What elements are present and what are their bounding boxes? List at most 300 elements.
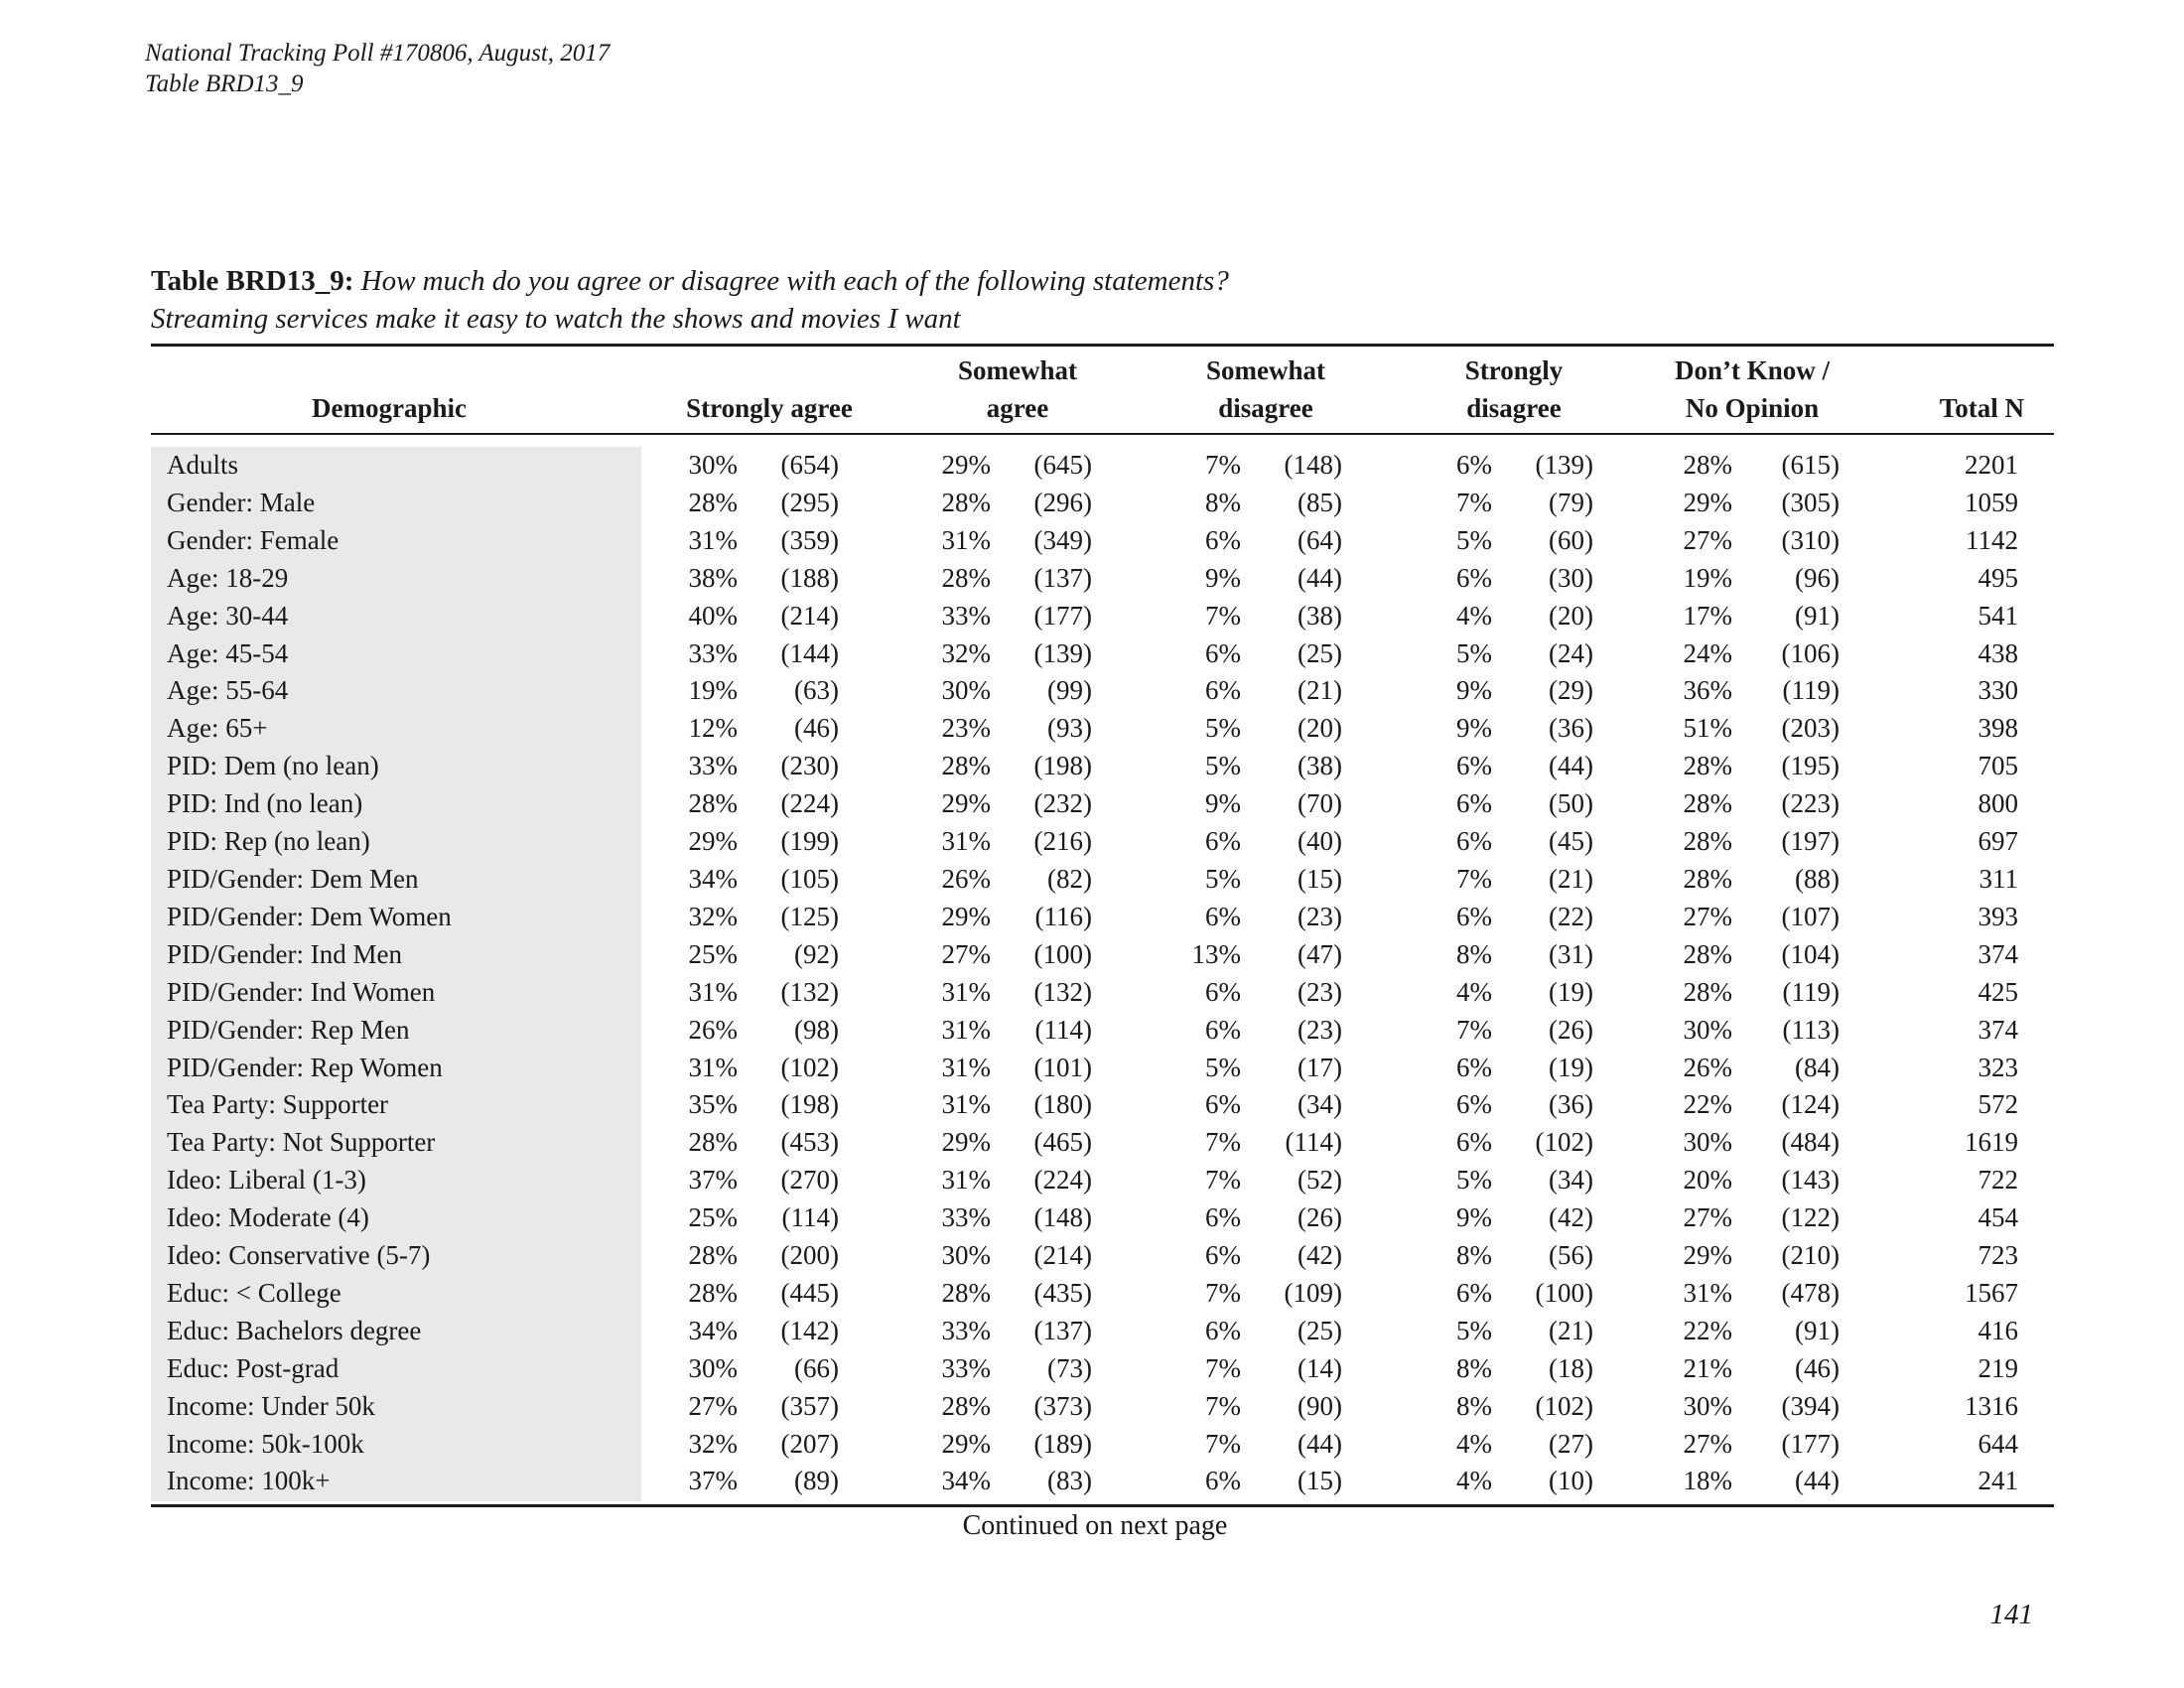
strongly-disagree-count: (100) <box>1535 1277 1593 1308</box>
row-end-spacer <box>2018 485 2054 522</box>
row-demographic: PID/Gender: Ind Men <box>167 938 402 969</box>
strongly-agree-pct: 30% <box>688 1352 738 1383</box>
strongly-agree-pct: 38% <box>688 562 738 593</box>
header-somewhat-disagree: Somewhat disagree <box>1206 355 1325 423</box>
somewhat-disagree-pct: 5% <box>1205 1052 1241 1082</box>
row-end-spacer <box>2018 974 2054 1012</box>
strongly-disagree-count: (21) <box>1549 1315 1593 1345</box>
row-end-spacer <box>2018 1199 2054 1237</box>
dont-know-pct: 51% <box>1683 713 1732 744</box>
strongly-disagree-pct: 6% <box>1456 450 1492 480</box>
somewhat-disagree-count: (34) <box>1297 1089 1342 1120</box>
somewhat-disagree-pct: 6% <box>1205 1202 1241 1233</box>
somewhat-disagree-count: (44) <box>1297 562 1342 593</box>
dont-know-count: (104) <box>1781 938 1840 969</box>
row-demographic: Educ: < College <box>167 1277 341 1308</box>
somewhat-disagree-count: (90) <box>1297 1390 1342 1421</box>
strongly-disagree-pct: 6% <box>1456 1127 1492 1158</box>
strongly-disagree-pct: 5% <box>1456 1315 1492 1345</box>
running-head-title: National Tracking Poll #170806, August, 2017 <box>145 40 611 67</box>
strongly-agree-count: (125) <box>780 901 839 931</box>
strongly-disagree-count: (56) <box>1549 1240 1593 1271</box>
dont-know-count: (96) <box>1795 562 1840 593</box>
strongly-agree-pct: 32% <box>688 901 738 931</box>
strongly-disagree-count: (27) <box>1549 1428 1593 1459</box>
somewhat-disagree-count: (52) <box>1297 1165 1342 1196</box>
table-row <box>151 598 2054 635</box>
somewhat-disagree-pct: 6% <box>1205 1014 1241 1045</box>
dont-know-count: (478) <box>1781 1277 1840 1308</box>
strongly-disagree-pct: 4% <box>1456 1466 1492 1496</box>
somewhat-disagree-count: (44) <box>1297 1428 1342 1459</box>
somewhat-agree-count: (139) <box>1033 637 1092 668</box>
table-row <box>151 1388 2054 1426</box>
somewhat-agree-pct: 33% <box>941 1315 991 1345</box>
row-end-spacer <box>2018 1086 2054 1124</box>
strongly-disagree-pct: 6% <box>1456 562 1492 593</box>
dont-know-pct: 26% <box>1683 1052 1732 1082</box>
dont-know-count: (91) <box>1795 600 1840 631</box>
strongly-agree-pct: 37% <box>688 1165 738 1196</box>
continued-note: Continued on next page <box>962 1510 1228 1541</box>
row-end-spacer <box>2018 1463 2054 1500</box>
crosstab-table <box>151 447 2054 1500</box>
strongly-agree-pct: 30% <box>688 450 738 480</box>
total-n-value: 425 <box>1978 976 2018 1007</box>
strongly-agree-pct: 28% <box>688 1127 738 1158</box>
somewhat-agree-pct: 31% <box>941 1052 991 1082</box>
dont-know-count: (203) <box>1781 713 1840 744</box>
header-total-n: Total N <box>1939 393 2024 423</box>
strongly-disagree-pct: 4% <box>1456 1428 1492 1459</box>
row-end-spacer <box>2018 522 2054 560</box>
somewhat-agree-count: (232) <box>1033 788 1092 819</box>
table-caption <box>151 262 1229 338</box>
somewhat-agree-count: (132) <box>1033 976 1092 1007</box>
row-end-spacer <box>2018 823 2054 861</box>
row-demographic: Adults <box>167 450 239 480</box>
dont-know-count: (119) <box>1782 976 1840 1007</box>
strongly-disagree-pct: 9% <box>1456 713 1492 744</box>
strongly-agree-pct: 37% <box>688 1466 738 1496</box>
total-n-value: 697 <box>1978 826 2018 857</box>
table-row <box>151 936 2054 974</box>
strongly-agree-count: (224) <box>780 788 839 819</box>
row-demographic: PID/Gender: Ind Women <box>167 976 436 1007</box>
strongly-disagree-pct: 6% <box>1456 826 1492 857</box>
caption-label: Table BRD13_9: <box>151 265 354 297</box>
dont-know-pct: 19% <box>1683 562 1732 593</box>
strongly-disagree-pct: 6% <box>1456 788 1492 819</box>
dont-know-count: (310) <box>1781 524 1840 555</box>
somewhat-agree-count: (465) <box>1033 1127 1092 1158</box>
dont-know-count: (394) <box>1781 1390 1840 1421</box>
somewhat-disagree-count: (17) <box>1297 1052 1342 1082</box>
strongly-disagree-pct: 6% <box>1456 901 1492 931</box>
strongly-agree-count: (132) <box>780 976 839 1007</box>
somewhat-disagree-pct: 7% <box>1205 1352 1241 1383</box>
somewhat-agree-pct: 30% <box>941 675 991 706</box>
strongly-agree-count: (142) <box>780 1315 839 1345</box>
somewhat-agree-count: (373) <box>1033 1390 1092 1421</box>
somewhat-agree-count: (137) <box>1033 1315 1092 1345</box>
somewhat-disagree-count: (109) <box>1284 1277 1342 1308</box>
strongly-disagree-count: (79) <box>1549 487 1593 517</box>
strongly-agree-count: (200) <box>780 1240 839 1271</box>
dont-know-count: (91) <box>1795 1315 1840 1345</box>
dont-know-count: (124) <box>1781 1089 1840 1120</box>
dont-know-pct: 28% <box>1683 863 1732 894</box>
row-end-spacer <box>2018 1237 2054 1275</box>
total-n-value: 644 <box>1978 1428 2018 1459</box>
strongly-agree-count: (214) <box>780 600 839 631</box>
somewhat-disagree-pct: 6% <box>1205 1240 1241 1271</box>
dont-know-pct: 27% <box>1683 901 1732 931</box>
somewhat-disagree-pct: 7% <box>1205 1277 1241 1308</box>
somewhat-disagree-pct: 9% <box>1205 788 1241 819</box>
strongly-disagree-pct: 8% <box>1456 938 1492 969</box>
somewhat-disagree-pct: 6% <box>1205 1315 1241 1345</box>
strongly-disagree-pct: 8% <box>1456 1390 1492 1421</box>
somewhat-disagree-pct: 6% <box>1205 637 1241 668</box>
dont-know-count: (177) <box>1781 1428 1840 1459</box>
total-n-value: 1142 <box>1966 524 2018 555</box>
row-demographic: Age: 45-54 <box>167 637 289 668</box>
strongly-disagree-count: (44) <box>1549 751 1593 781</box>
somewhat-agree-pct: 34% <box>941 1466 991 1496</box>
somewhat-agree-count: (101) <box>1033 1052 1092 1082</box>
strongly-disagree-pct: 9% <box>1456 1202 1492 1233</box>
somewhat-disagree-count: (64) <box>1297 524 1342 555</box>
strongly-disagree-pct: 7% <box>1456 1014 1492 1045</box>
total-n-value: 1567 <box>1965 1277 2018 1308</box>
somewhat-agree-count: (645) <box>1033 450 1092 480</box>
somewhat-agree-count: (224) <box>1033 1165 1092 1196</box>
dont-know-count: (44) <box>1795 1466 1840 1496</box>
somewhat-agree-pct: 27% <box>941 938 991 969</box>
somewhat-disagree-pct: 5% <box>1205 751 1241 781</box>
strongly-agree-pct: 40% <box>688 600 738 631</box>
somewhat-disagree-count: (15) <box>1297 1466 1342 1496</box>
row-end-spacer <box>2018 1388 2054 1426</box>
somewhat-disagree-pct: 6% <box>1205 901 1241 931</box>
strongly-agree-pct: 28% <box>688 487 738 517</box>
somewhat-agree-pct: 31% <box>941 826 991 857</box>
dont-know-count: (197) <box>1781 826 1840 857</box>
total-n-value: 723 <box>1978 1240 2018 1271</box>
table-row <box>151 1350 2054 1388</box>
strongly-agree-count: (89) <box>794 1466 839 1496</box>
row-end-spacer <box>2018 1275 2054 1313</box>
strongly-agree-count: (295) <box>780 487 839 517</box>
row-demographic: PID: Ind (no lean) <box>167 788 363 819</box>
dont-know-count: (84) <box>1795 1052 1840 1082</box>
table-row <box>151 1050 2054 1087</box>
row-demographic: Gender: Male <box>167 487 316 517</box>
dont-know-pct: 30% <box>1683 1127 1732 1158</box>
total-n-value: 398 <box>1978 713 2018 744</box>
strongly-agree-pct: 26% <box>688 1014 738 1045</box>
somewhat-disagree-count: (40) <box>1297 826 1342 857</box>
total-n-value: 1059 <box>1965 487 2018 517</box>
somewhat-agree-count: (100) <box>1033 938 1092 969</box>
table-row <box>151 823 2054 861</box>
somewhat-agree-pct: 29% <box>941 1127 991 1158</box>
strongly-agree-count: (199) <box>780 826 839 857</box>
strongly-agree-pct: 31% <box>688 1052 738 1082</box>
somewhat-agree-pct: 28% <box>941 1277 991 1308</box>
strongly-agree-count: (92) <box>794 938 839 969</box>
table-row <box>151 1199 2054 1237</box>
dont-know-count: (122) <box>1781 1202 1840 1233</box>
table-row <box>151 1237 2054 1275</box>
table-row <box>151 785 2054 823</box>
somewhat-agree-pct: 33% <box>941 1352 991 1383</box>
dont-know-pct: 29% <box>1683 487 1732 517</box>
dont-know-pct: 20% <box>1683 1165 1732 1196</box>
strongly-disagree-pct: 4% <box>1456 600 1492 631</box>
strongly-agree-pct: 28% <box>688 1240 738 1271</box>
strongly-agree-count: (105) <box>780 863 839 894</box>
row-demographic: Age: 18-29 <box>167 562 289 593</box>
somewhat-agree-pct: 33% <box>941 600 991 631</box>
running-head-table-id: Table BRD13_9 <box>145 70 304 97</box>
dont-know-count: (223) <box>1781 788 1840 819</box>
strongly-disagree-count: (34) <box>1549 1165 1593 1196</box>
strongly-disagree-pct: 8% <box>1456 1240 1492 1271</box>
somewhat-disagree-count: (14) <box>1297 1352 1342 1383</box>
total-n-value: 2201 <box>1965 450 2018 480</box>
header-strongly-agree: Strongly agree <box>686 393 853 423</box>
table-row <box>151 672 2054 710</box>
somewhat-agree-count: (83) <box>1047 1466 1092 1496</box>
total-n-value: 219 <box>1978 1352 2018 1383</box>
somewhat-agree-count: (435) <box>1033 1277 1092 1308</box>
total-n-value: 438 <box>1978 637 2018 668</box>
table-row <box>151 1275 2054 1313</box>
running-head <box>145 38 610 99</box>
somewhat-agree-count: (116) <box>1034 901 1092 931</box>
row-demographic: Income: 100k+ <box>167 1466 331 1496</box>
table-row <box>151 1124 2054 1162</box>
row-demographic: Income: Under 50k <box>167 1390 375 1421</box>
row-demographic: Educ: Bachelors degree <box>167 1315 422 1345</box>
row-end-spacer <box>2018 785 2054 823</box>
row-demographic: Income: 50k-100k <box>167 1428 364 1459</box>
somewhat-agree-count: (93) <box>1047 713 1092 744</box>
table-row <box>151 560 2054 598</box>
somewhat-agree-count: (99) <box>1047 675 1092 706</box>
somewhat-agree-count: (73) <box>1047 1352 1092 1383</box>
strongly-agree-pct: 12% <box>688 713 738 744</box>
table-row <box>151 710 2054 748</box>
header-dont-know: Don’t Know / No Opinion <box>1674 355 1830 423</box>
strongly-agree-count: (102) <box>780 1052 839 1082</box>
dont-know-pct: 30% <box>1683 1014 1732 1045</box>
dont-know-count: (195) <box>1781 751 1840 781</box>
table-row <box>151 485 2054 522</box>
dont-know-pct: 28% <box>1683 751 1732 781</box>
dont-know-count: (305) <box>1781 487 1840 517</box>
strongly-agree-count: (230) <box>780 751 839 781</box>
somewhat-agree-count: (198) <box>1033 751 1092 781</box>
somewhat-disagree-pct: 6% <box>1205 524 1241 555</box>
somewhat-agree-pct: 29% <box>941 450 991 480</box>
strongly-disagree-pct: 6% <box>1456 751 1492 781</box>
strongly-agree-count: (359) <box>780 524 839 555</box>
table-row <box>151 1012 2054 1050</box>
strongly-disagree-count: (19) <box>1549 1052 1593 1082</box>
somewhat-agree-pct: 29% <box>941 901 991 931</box>
somewhat-disagree-pct: 7% <box>1205 1165 1241 1196</box>
strongly-disagree-count: (102) <box>1535 1390 1593 1421</box>
somewhat-disagree-count: (42) <box>1297 1240 1342 1271</box>
strongly-agree-pct: 31% <box>688 976 738 1007</box>
row-demographic: PID: Dem (no lean) <box>167 751 379 781</box>
somewhat-agree-pct: 23% <box>941 713 991 744</box>
total-n-value: 374 <box>1978 938 2018 969</box>
table-body <box>151 447 2054 1500</box>
table-row <box>151 1426 2054 1464</box>
total-n-value: 374 <box>1978 1014 2018 1045</box>
dont-know-pct: 31% <box>1683 1277 1732 1308</box>
somewhat-agree-count: (189) <box>1033 1428 1092 1459</box>
strongly-agree-pct: 35% <box>688 1089 738 1120</box>
somewhat-agree-count: (114) <box>1034 1014 1092 1045</box>
strongly-disagree-count: (21) <box>1549 863 1593 894</box>
dont-know-pct: 28% <box>1683 826 1732 857</box>
strongly-disagree-count: (42) <box>1549 1202 1593 1233</box>
somewhat-disagree-pct: 8% <box>1205 487 1241 517</box>
total-n-value: 541 <box>1978 600 2018 631</box>
row-end-spacer <box>2018 672 2054 710</box>
strongly-agree-pct: 32% <box>688 1428 738 1459</box>
somewhat-agree-count: (214) <box>1033 1240 1092 1271</box>
strongly-agree-count: (270) <box>780 1165 839 1196</box>
somewhat-disagree-pct: 9% <box>1205 562 1241 593</box>
dont-know-pct: 29% <box>1683 1240 1732 1271</box>
table-row <box>151 1086 2054 1124</box>
somewhat-agree-pct: 32% <box>941 637 991 668</box>
dont-know-pct: 27% <box>1683 1202 1732 1233</box>
somewhat-agree-count: (349) <box>1033 524 1092 555</box>
row-end-spacer <box>2018 748 2054 785</box>
strongly-disagree-pct: 5% <box>1456 1165 1492 1196</box>
strongly-disagree-count: (31) <box>1549 938 1593 969</box>
somewhat-agree-count: (177) <box>1033 600 1092 631</box>
strongly-disagree-pct: 6% <box>1456 1277 1492 1308</box>
strongly-disagree-pct: 7% <box>1456 487 1492 517</box>
dont-know-count: (210) <box>1781 1240 1840 1271</box>
strongly-disagree-count: (19) <box>1549 976 1593 1007</box>
table-top-rule <box>151 344 2054 347</box>
row-end-spacer <box>2018 710 2054 748</box>
dont-know-pct: 24% <box>1683 637 1732 668</box>
strongly-agree-count: (654) <box>780 450 839 480</box>
somewhat-agree-pct: 28% <box>941 1390 991 1421</box>
somewhat-disagree-count: (23) <box>1297 901 1342 931</box>
row-end-spacer <box>2018 861 2054 899</box>
header-strongly-disagree: Strongly disagree <box>1464 355 1564 423</box>
strongly-agree-count: (98) <box>794 1014 839 1045</box>
dont-know-pct: 28% <box>1683 938 1732 969</box>
row-end-spacer <box>2018 1162 2054 1199</box>
somewhat-disagree-pct: 5% <box>1205 863 1241 894</box>
row-demographic: Tea Party: Supporter <box>167 1089 389 1120</box>
header-somewhat-agree: Somewhat agree <box>958 355 1077 423</box>
strongly-disagree-count: (18) <box>1549 1352 1593 1383</box>
somewhat-disagree-pct: 6% <box>1205 826 1241 857</box>
somewhat-agree-count: (148) <box>1033 1202 1092 1233</box>
strongly-agree-count: (66) <box>794 1352 839 1383</box>
row-demographic: Tea Party: Not Supporter <box>167 1127 436 1158</box>
strongly-agree-pct: 27% <box>688 1390 738 1421</box>
somewhat-agree-pct: 28% <box>941 751 991 781</box>
table-row <box>151 1162 2054 1199</box>
total-n-value: 323 <box>1978 1052 2018 1082</box>
dont-know-pct: 17% <box>1683 600 1732 631</box>
somewhat-agree-count: (82) <box>1047 863 1092 894</box>
row-demographic: Ideo: Conservative (5-7) <box>167 1240 431 1271</box>
somewhat-agree-pct: 31% <box>941 1089 991 1120</box>
somewhat-disagree-count: (20) <box>1297 713 1342 744</box>
strongly-disagree-pct: 8% <box>1456 1352 1492 1383</box>
row-end-spacer <box>2018 560 2054 598</box>
row-demographic: Ideo: Liberal (1-3) <box>167 1165 366 1196</box>
table-row <box>151 899 2054 936</box>
strongly-agree-count: (198) <box>780 1089 839 1120</box>
somewhat-disagree-count: (21) <box>1297 675 1342 706</box>
strongly-disagree-count: (102) <box>1535 1127 1593 1158</box>
dont-know-pct: 27% <box>1683 1428 1732 1459</box>
row-demographic: Age: 55-64 <box>167 675 289 706</box>
table-row <box>151 635 2054 673</box>
total-n-value: 311 <box>1979 863 2018 894</box>
dont-know-pct: 22% <box>1683 1089 1732 1120</box>
dont-know-count: (113) <box>1782 1014 1840 1045</box>
table-row <box>151 861 2054 899</box>
strongly-disagree-count: (60) <box>1549 524 1593 555</box>
somewhat-disagree-pct: 7% <box>1205 450 1241 480</box>
row-demographic: Age: 65+ <box>167 713 268 744</box>
total-n-value: 241 <box>1978 1466 2018 1496</box>
row-demographic: PID/Gender: Dem Men <box>167 863 419 894</box>
strongly-disagree-count: (20) <box>1549 600 1593 631</box>
somewhat-agree-pct: 31% <box>941 524 991 555</box>
strongly-disagree-pct: 5% <box>1456 524 1492 555</box>
dont-know-count: (143) <box>1781 1165 1840 1196</box>
row-demographic: Ideo: Moderate (4) <box>167 1202 369 1233</box>
somewhat-disagree-pct: 13% <box>1191 938 1241 969</box>
table-row <box>151 1313 2054 1350</box>
table-row <box>151 447 2054 485</box>
strongly-agree-count: (188) <box>780 562 839 593</box>
table-row <box>151 748 2054 785</box>
strongly-disagree-count: (10) <box>1549 1466 1593 1496</box>
somewhat-disagree-count: (38) <box>1297 600 1342 631</box>
strongly-agree-count: (453) <box>780 1127 839 1158</box>
total-n-value: 572 <box>1978 1089 2018 1120</box>
total-n-value: 495 <box>1978 562 2018 593</box>
row-end-spacer <box>2018 1313 2054 1350</box>
somewhat-disagree-count: (25) <box>1297 1315 1342 1345</box>
row-end-spacer <box>2018 1124 2054 1162</box>
table-row <box>151 1463 2054 1500</box>
strongly-agree-pct: 25% <box>688 1202 738 1233</box>
dont-know-count: (107) <box>1781 901 1840 931</box>
strongly-disagree-count: (22) <box>1549 901 1593 931</box>
row-end-spacer <box>2018 1012 2054 1050</box>
